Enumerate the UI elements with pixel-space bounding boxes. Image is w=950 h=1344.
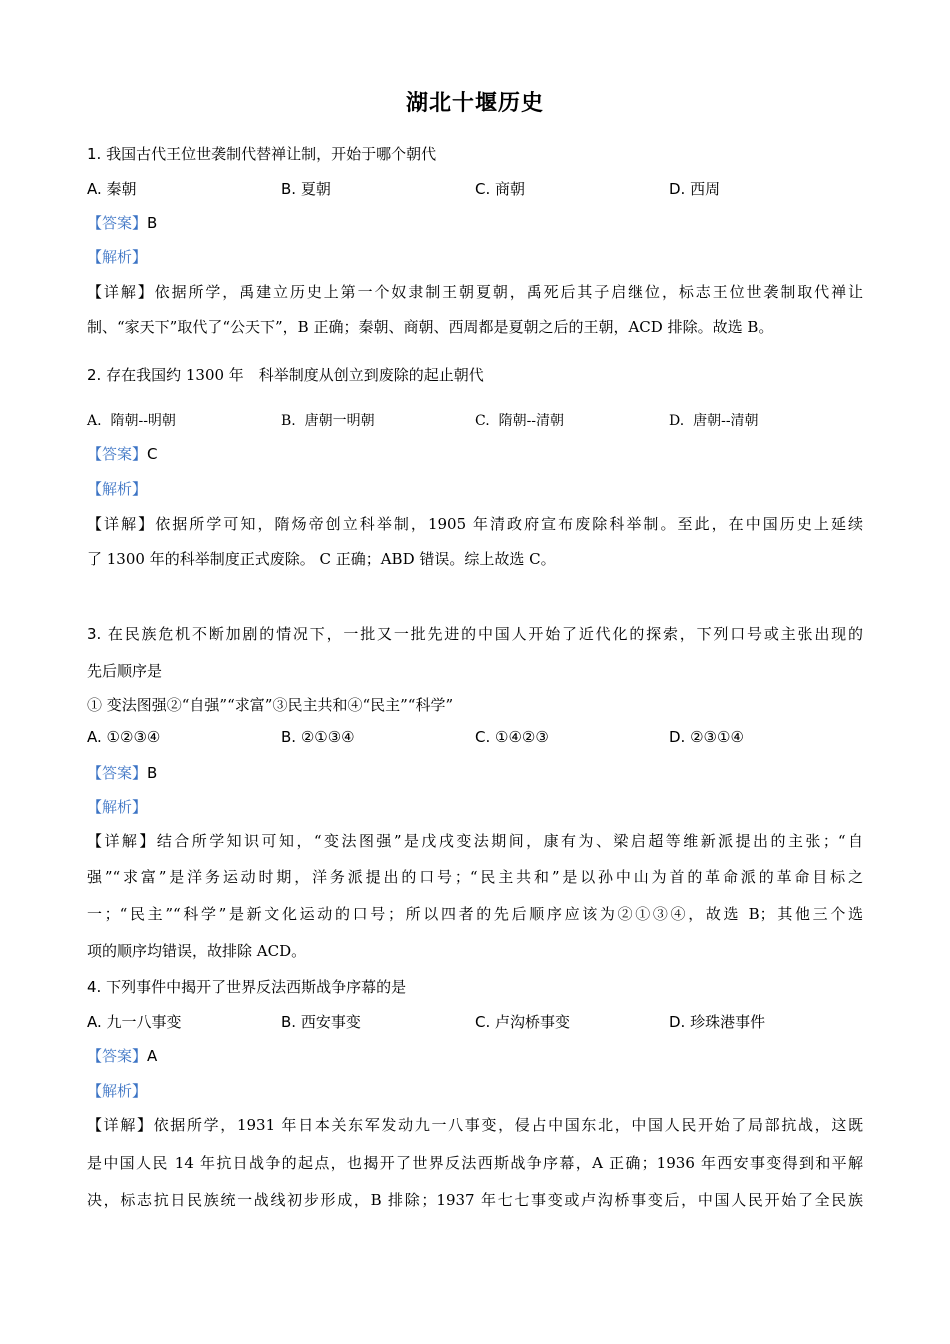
analysis-tag: 【解析】 [87,248,148,266]
analysis-tag: 【解析】 [87,798,148,816]
question-4-option-d: D. 珍珠港事件 [669,1013,766,1031]
question-3-analysis [87,796,147,817]
question-3-detail-line-4: 项的顺序均错误，故排除 ACD。 [87,942,307,960]
question-4-option-a: A. 九一八事变 [87,1013,182,1031]
question-1-option-a: A. 秦朝 [87,180,137,198]
question-3-stem-line-2: 先后顺序是 [87,662,163,680]
question-4-detail-line-2: 是中国人民 14 年抗日战争的起点，也揭开了世界反法西斯战争序幕，A 正确；1936 年西安事变得到和平解 [87,1154,863,1172]
question-text: 我国古代王位世袭制代替禅让制，开始于哪个朝代 [106,145,437,163]
detail-tag: 【详解】 [87,283,155,301]
question-2-option-a: A. 隋朝--明朝 [87,413,176,429]
question-3-option-d: D. ②③①④ [669,728,744,746]
question-number: 3. [87,625,102,643]
question-4-detail-line-1: 【详解】依据所学，1931 年日本关东军发动九一八事变，侵占中国东北，中国人民开始了局部抗战，这既 [87,1116,863,1134]
question-text: 下列事件中揭开了世界反法西斯战争序幕的是 [106,978,407,996]
detail-tag: 【详解】 [87,832,157,850]
question-3-detail-line-1: 【详解】结合所学知识可知，“变法图强”是戊戌变法期间，康有为、梁启超等维新派提出的主张；“自 [87,832,863,850]
detail-tag: 【详解】 [87,1116,154,1134]
question-4-answer [87,1045,157,1066]
question-4-analysis [87,1080,147,1101]
question-4-stem [87,976,406,997]
question-4-detail-line-3: 决，标志抗日民族统一战线初步形成，B 排除；1937 年七七事变或卢沟桥事变后，中国人民开始了全民族 [87,1191,863,1209]
question-number: 1. [87,145,102,163]
question-2-answer [87,443,158,464]
question-text: 在民族危机不断加剧的情况下，一批又一批先进的中国人开始了近代化的探索，下列口号或主张出现的 [107,625,863,643]
answer-value: C [147,445,158,463]
question-3-stem-line-3: ① 变法图强②“自强”“求富”③民主共和④“民主”“科学” [87,696,454,714]
answer-tag: 【答案】 [87,1047,148,1065]
question-1-option-c: C. 商朝 [475,180,526,198]
question-3-answer [87,762,157,783]
analysis-tag: 【解析】 [87,480,148,498]
question-1-option-d: D. 西周 [669,180,721,198]
question-1-answer [87,212,157,233]
question-1-analysis [87,246,147,267]
question-2-option-b: B. 唐朝一明朝 [281,413,375,429]
answer-value: B [147,764,158,782]
question-3-option-b: B. ②①③④ [281,728,355,746]
question-number: 4. [87,978,102,996]
question-2-stem [87,364,484,385]
answer-tag: 【答案】 [87,214,148,232]
question-1-detail-line-2: 制、“家天下”取代了“公天下”，B 正确；秦朝、商朝、西周都是夏朝之后的王朝，ACD 排除。故选 B。 [87,318,774,336]
question-1-option-b: B. 夏朝 [281,180,331,198]
question-3-option-c: C. ①④②③ [475,728,549,746]
question-3-detail-line-3: 一；“民主”“科学”是新文化运动的口号；所以四者的先后顺序应该为②①③④，故选 B；其他三个选 [87,905,863,923]
question-2-option-d: D. 唐朝--清朝 [669,413,759,429]
answer-tag: 【答案】 [87,445,148,463]
question-2-analysis [87,478,147,499]
detail-tag: 【详解】 [87,515,156,533]
question-number: 2. [87,366,102,384]
page-title: 湖北十堰历史 [405,90,544,116]
question-2-option-c: C. 隋朝--清朝 [475,413,565,429]
answer-tag: 【答案】 [87,764,148,782]
answer-value: A [147,1047,158,1065]
question-text: 存在我国约 1300 年 科举制度从创立到废除的起止朝代 [106,366,484,384]
question-2-detail-line-1: 【详解】依据所学可知，隋炀帝创立科举制，1905 年清政府宣布废除科举制。至此，在中国历史上延续 [87,515,863,533]
question-1-detail-line-1: 【详解】依据所学，禹建立历史上第一个奴隶制王朝夏朝，禹死后其子启继位，标志王位世袭制取代禅让 [87,283,863,301]
question-3-option-a: A. ①②③④ [87,728,161,746]
answer-value: B [147,214,158,232]
question-3-stem-line-1 [87,623,863,644]
question-1-stem [87,143,436,164]
question-4-option-b: B. 西安事变 [281,1013,361,1031]
analysis-tag: 【解析】 [87,1082,148,1100]
question-2-detail-line-2: 了 1300 年的科举制度正式废除。 C 正确；ABD 错误。综上故选 C。 [87,550,556,568]
question-4-option-c: C. 卢沟桥事变 [475,1013,571,1031]
question-3-detail-line-2: 强”“求富”是洋务运动时期，洋务派提出的口号；“民主共和”是以孙中山为首的革命派的革命目标之 [87,868,863,886]
